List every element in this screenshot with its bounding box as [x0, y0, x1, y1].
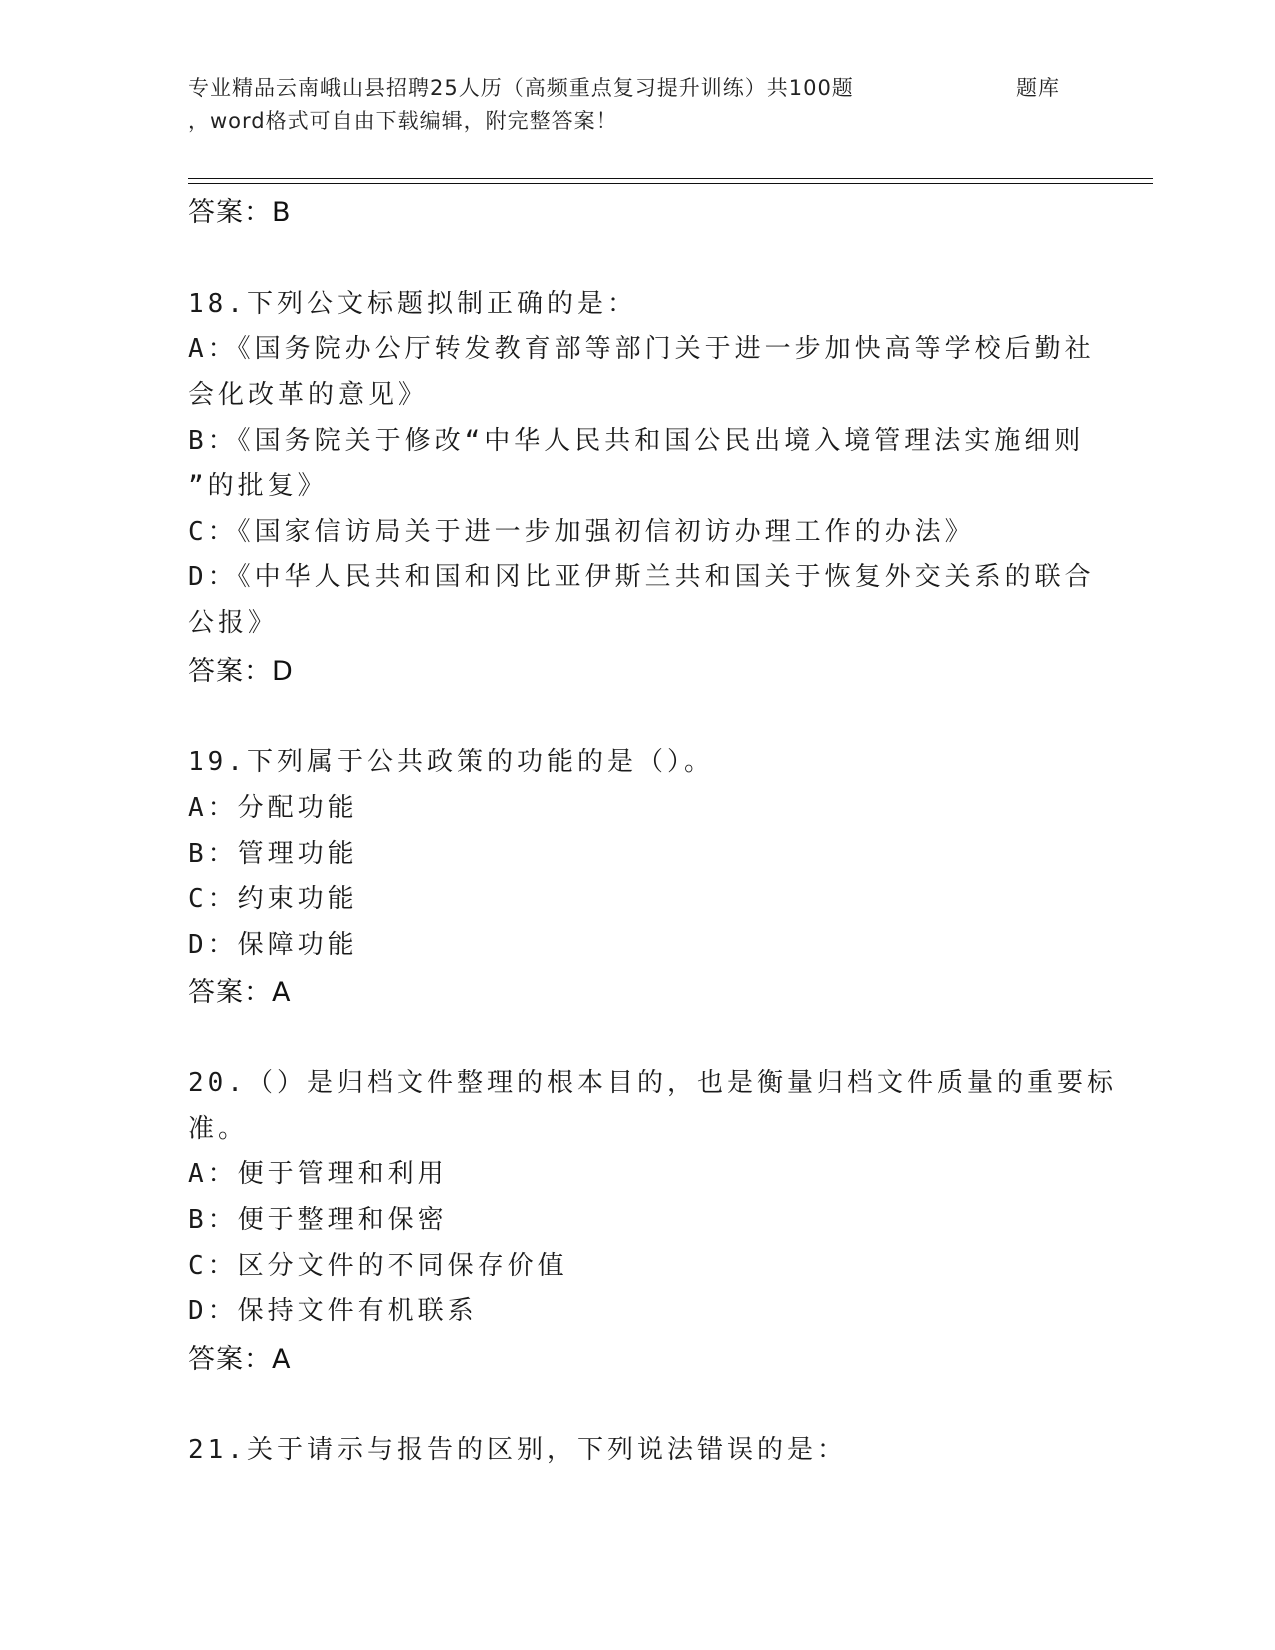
answer-17: 答案：B	[188, 197, 292, 228]
header-tag: 题库	[1016, 76, 1060, 100]
option-18-d-line2: 公报》	[188, 608, 279, 638]
option-18-b-line1: B：《国务院关于修改“中华人民共和国公民出境入境管理法实施细则	[188, 426, 1085, 456]
header-rule-top	[188, 178, 1153, 179]
question-20-line2: 准。	[188, 1114, 249, 1144]
header-title: 专业精品云南峨山县招聘25人历（高频重点复习提升训练）共100题	[188, 76, 854, 100]
option-18-d-line1: D：《中华人民共和国和冈比亚伊斯兰共和国关于恢复外交关系的联合	[188, 562, 1095, 592]
option-20-c: C：区分文件的不同保存价值	[188, 1251, 568, 1281]
option-19-b: B：管理功能	[188, 839, 358, 869]
option-18-a-line1: A：《国务院办公厅转发教育部等部门关于进一步加快高等学校后勤社	[188, 334, 1095, 364]
option-20-b: B：便于整理和保密	[188, 1205, 448, 1235]
question-18: 18.下列公文标题拟制正确的是：	[188, 289, 637, 319]
option-19-d: D：保障功能	[188, 930, 358, 960]
question-21: 21.关于请示与报告的区别，下列说法错误的是：	[188, 1435, 847, 1465]
option-20-a: A：便于管理和利用	[188, 1159, 448, 1189]
answer-20: 答案：A	[188, 1344, 292, 1375]
question-20-line1: 20.（）是归档文件整理的根本目的，也是衡量归档文件质量的重要标	[188, 1068, 1117, 1098]
option-19-c: C：约束功能	[188, 884, 358, 914]
option-18-a-line2: 会化改革的意见》	[188, 380, 429, 410]
option-19-a: A：分配功能	[188, 793, 358, 823]
header-title-line	[188, 72, 1068, 105]
option-20-d: D：保持文件有机联系	[188, 1296, 478, 1326]
answer-19: 答案：A	[188, 977, 292, 1008]
option-18-b-line2: ”的批复》	[188, 471, 328, 501]
header-subtitle: ，word格式可自由下载编辑，附完整答案！	[188, 109, 618, 133]
answer-18: 答案：D	[188, 656, 294, 687]
header-rule-bottom	[188, 183, 1153, 184]
option-18-c: C：《国家信访局关于进一步加强初信初访办理工作的办法》	[188, 517, 975, 547]
question-19: 19.下列属于公共政策的功能的是（）。	[188, 747, 714, 777]
page-header	[188, 72, 1068, 138]
